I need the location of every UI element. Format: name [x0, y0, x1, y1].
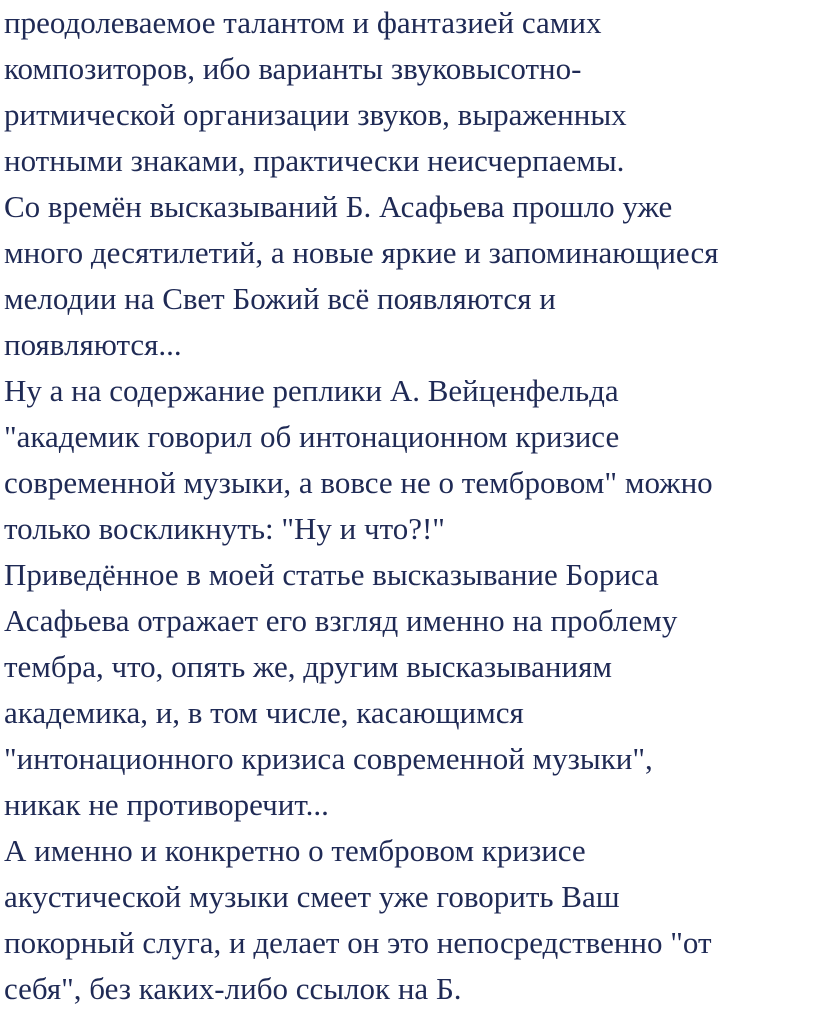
text-line: только воскликнуть: "Ну и что?!" — [4, 511, 445, 546]
document-text — [4, 0, 812, 1012]
text-line: Асафьева отражает его взгляд именно на проблему — [4, 603, 678, 638]
text-line: Со времён высказываний Б. Асафьева прошло уже — [4, 189, 673, 224]
text-line: тембра, что, опять же, другим высказываниям — [4, 649, 612, 684]
text-line: много десятилетий, а новые яркие и запоминающиеся — [4, 235, 719, 270]
text-line: никак не противоречит... — [4, 787, 329, 822]
text-line: нотными знаками, практически неисчерпаемы. — [4, 143, 625, 178]
text-line: академика, и, в том числе, касающимся — [4, 695, 524, 730]
text-line: покорный слуга, и делает он это непосредственно "от — [4, 925, 712, 960]
text-line: Приведённое в моей статье высказывание Бориса — [4, 557, 659, 592]
text-line: ритмической организации звуков, выраженных — [4, 97, 627, 132]
text-line: А именно и конкретно о тембровом кризисе — [4, 833, 586, 868]
text-line: "академик говорил об интонационном кризисе — [4, 419, 620, 454]
text-line: "интонационного кризиса современной музыки", — [4, 741, 653, 776]
text-line: композиторов, ибо варианты звуковысотно- — [4, 51, 582, 86]
text-line: себя", без каких-либо ссылок на Б. — [4, 971, 462, 1006]
text-line: преодолеваемое талантом и фантазией самих — [4, 5, 602, 40]
text-line: современной музыки, а вовсе не о тембровом" можно — [4, 465, 713, 500]
text-line: появляются... — [4, 327, 182, 362]
text-line: акустической музыки смеет уже говорить Ваш — [4, 879, 620, 914]
text-line: Ну а на содержание реплики А. Вейценфельда — [4, 373, 619, 408]
text-line: мелодии на Свет Божий всё появляются и — [4, 281, 556, 316]
